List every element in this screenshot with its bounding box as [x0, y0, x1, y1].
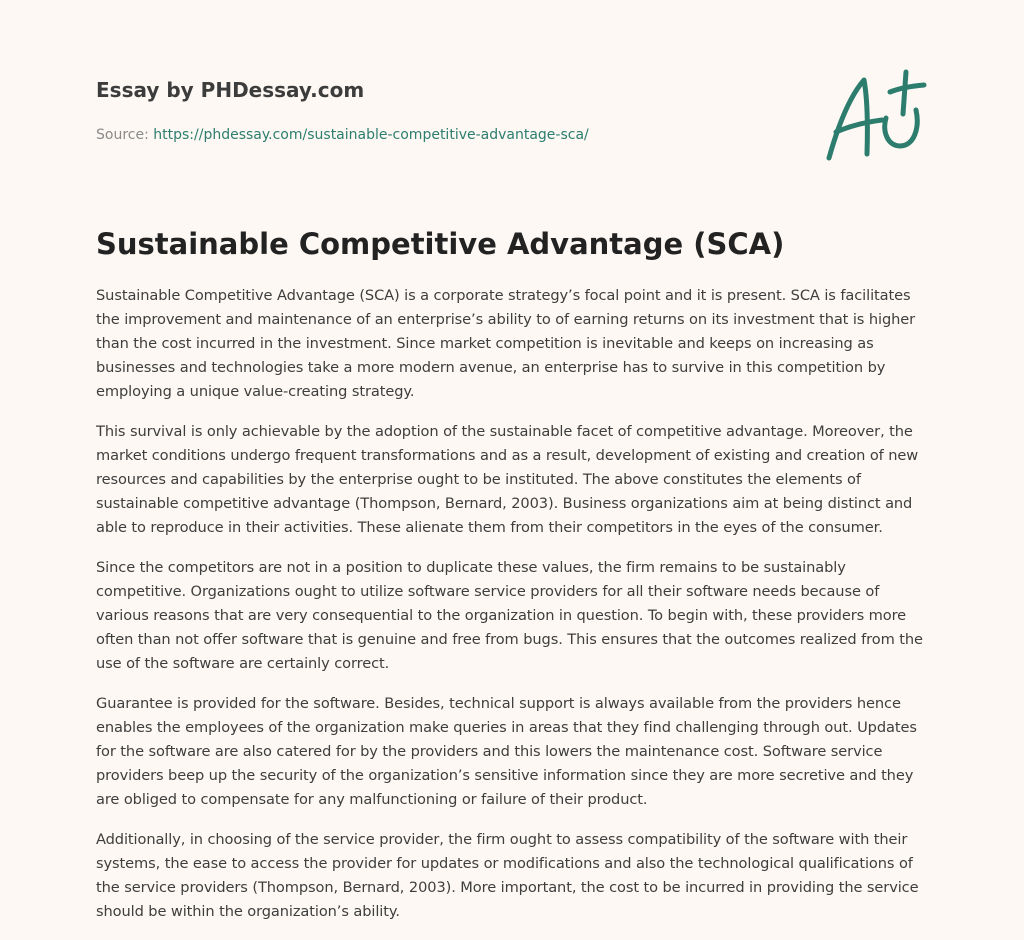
- source-line: [96, 125, 796, 145]
- a-plus-grade-icon: [820, 66, 930, 166]
- essay-body: [96, 284, 930, 940]
- site-title: Essay by PHDessay.com: [96, 78, 365, 102]
- essay-paragraph: Sustainable Competitive Advantage (SCA) is a corporate strategy’s focal point and it is present. SCA is facilitates the improvement and maintenance of an enterprise’s ability to of earning returns on its investment that is higher than the cost incurred in the investment. Since market competition is inevitable and keeps on increasing as businesses and technologies take a more modern avenue, an enterprise has to survive in this competition by employing a unique value-creating strategy.: [96, 287, 916, 400]
- source-link[interactable]: https://phdessay.com/sustainable-competitive-advantage-sca/: [153, 127, 589, 143]
- essay-title: Sustainable Competitive Advantage (SCA): [96, 227, 785, 261]
- source-label: Source:: [96, 127, 149, 143]
- essay-paragraph: Since the competitors are not in a position to duplicate these values, the firm remains to be sustainably competitive. Organizations ought to utilize software service providers for all their software needs because of various reasons that are very consequential to the organization in question. To begin with, these providers more often than not offer software that is genuine and free from bugs. This ensures that the outcomes realized from the use of the software are certainly correct.: [96, 559, 923, 672]
- page-header: [96, 76, 796, 145]
- essay-paragraph: Guarantee is provided for the software. Besides, technical support is always available from the providers hence enables the employees of the organization make queries in areas that they find challenging through out. Updates for the software are also catered for by the providers and this lowers the maintenance cost. Software service providers beep up the security of the organization’s sensitive information since they are more secretive and they are obliged to compensate for any malfunctioning or failure of their product.: [96, 695, 917, 808]
- essay-paragraph: This survival is only achievable by the adoption of the sustainable facet of competitive advantage. Moreover, the market conditions undergo frequent transformations and as a result, development of existing and creation of new resources and capabilities by the enterprise ought to be instituted. The above constitutes the elements of sustainable competitive advantage (Thompson, Bernard, 2003). Business organizations aim at being distinct and able to reproduce in their activities. These alienate them from their competitors in the eyes of the consumer.: [96, 423, 919, 536]
- essay-paragraph: Additionally, in choosing of the service provider, the firm ought to assess compatibility of the software with their systems, the ease to access the provider for updates or modifications and also the technological qualifications of the service providers (Thompson, Bernard, 2003). More important, the cost to be incurred in providing the service should be within the organization’s ability.: [96, 831, 919, 920]
